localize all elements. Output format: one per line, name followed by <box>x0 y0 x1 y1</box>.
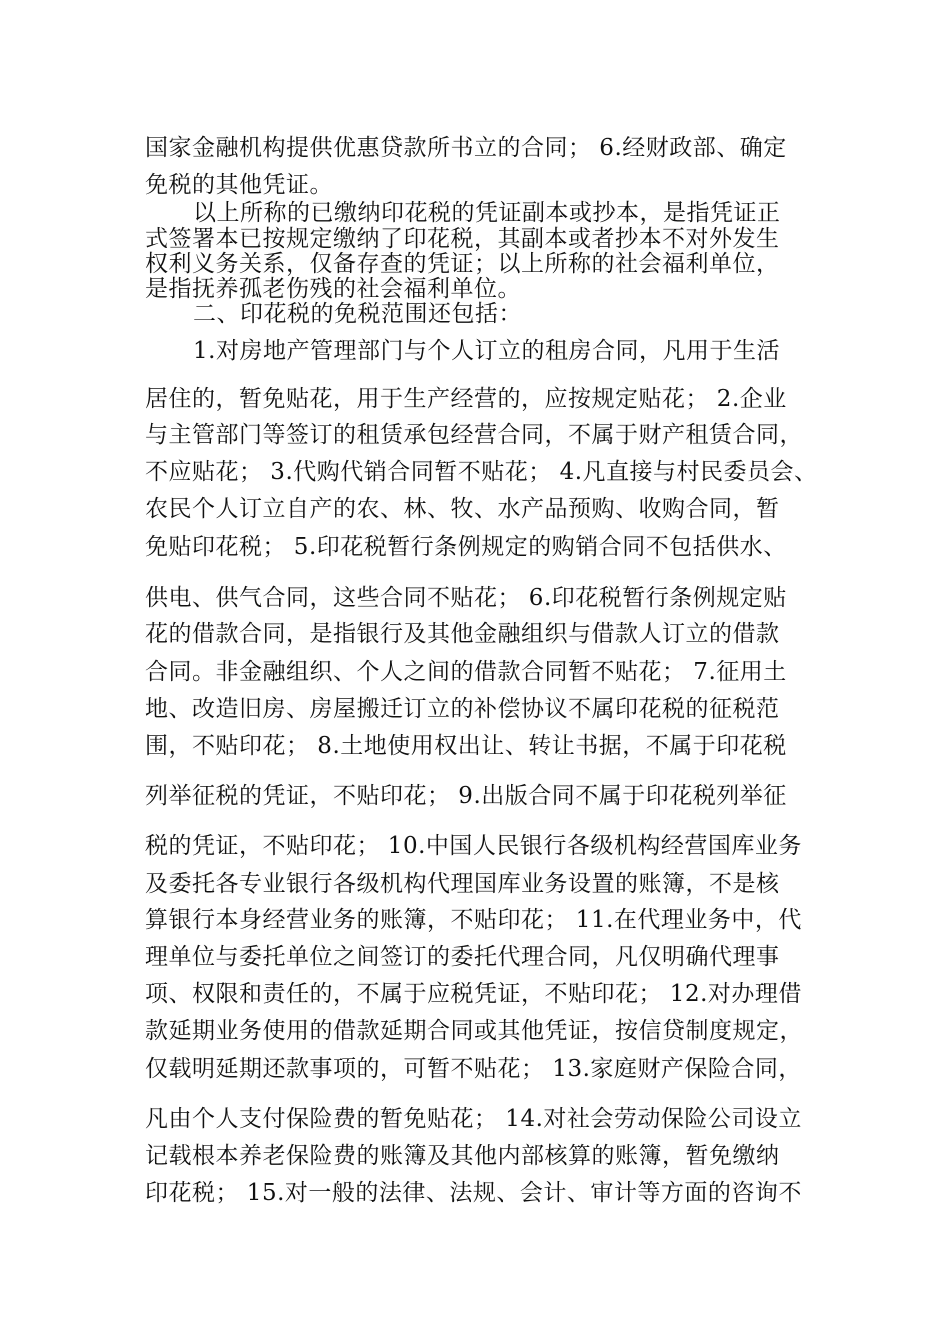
section-heading: 二、印花税的免税范围还包括： <box>193 301 522 327</box>
text-line: 合同。非金融组织、个人之间的借款合同暂不贴花； 7.征用土 <box>145 659 787 685</box>
text-line: 国家金融机构提供优惠贷款所书立的合同； 6.经财政部、确定 <box>145 135 787 161</box>
text-line: 式签署本已按规定缴纳了印花税，其副本或者抄本不对外发生 <box>145 226 780 252</box>
text-line: 农民个人订立自产的农、林、牧、水产品预购、收购合同，暂 <box>145 496 780 522</box>
text-line: 理单位与委托单位之间签订的委托代理合同，凡仅明确代理事 <box>145 944 780 970</box>
text-line: 1.对房地产管理部门与个人订立的租房合同，凡用于生活 <box>193 338 780 364</box>
text-line: 免税的其他凭证。 <box>145 172 333 198</box>
text-line: 款延期业务使用的借款延期合同或其他凭证，按信贷制度规定， <box>145 1018 803 1044</box>
text-line: 印花税； 15.对一般的法律、法规、会计、审计等方面的咨询不 <box>145 1180 802 1206</box>
text-line: 居住的，暂免贴花，用于生产经营的，应按规定贴花； 2.企业 <box>145 386 787 412</box>
text-line: 列举征税的凭证，不贴印花； 9.出版合同不属于印花税列举征 <box>145 783 787 809</box>
text-line: 花的借款合同，是指银行及其他金融组织与借款人订立的借款 <box>145 621 780 647</box>
text-line: 不应贴花； 3.代购代销合同暂不贴花； 4.凡直接与村民委员会、 <box>145 459 818 485</box>
text-line: 地、改造旧房、房屋搬迁订立的补偿协议不属印花税的征税范 <box>145 696 780 722</box>
text-line: 记载根本养老保险费的账簿及其他内部核算的账簿，暂免缴纳 <box>145 1143 780 1169</box>
text-line: 算银行本身经营业务的账簿，不贴印花； 11.在代理业务中，代 <box>145 907 802 933</box>
text-line: 及委托各专业银行各级机构代理国库业务设置的账簿，不是核 <box>145 871 780 897</box>
text-line: 权利义务关系，仅备存查的凭证；以上所称的社会福利单位， <box>145 251 780 277</box>
text-line: 与主管部门等签订的租赁承包经营合同，不属于财产租赁合同， <box>145 422 803 448</box>
text-line: 是指抚养孤老伤残的社会福利单位。 <box>145 276 521 302</box>
text-line: 供电、供气合同，这些合同不贴花； 6.印花税暂行条例规定贴 <box>145 585 787 611</box>
text-line: 免贴印花税； 5.印花税暂行条例规定的购销合同不包括供水、 <box>145 534 787 560</box>
text-line: 仅载明延期还款事项的，可暂不贴花； 13.家庭财产保险合同， <box>145 1056 802 1082</box>
text-line: 项、权限和责任的，不属于应税凭证，不贴印花； 12.对办理借 <box>145 981 802 1007</box>
text-line: 凡由个人支付保险费的暂免贴花； 14.对社会劳动保险公司设立 <box>145 1106 802 1132</box>
text-line: 以上所称的已缴纳印花税的凭证副本或抄本，是指凭证正 <box>193 200 781 226</box>
text-line: 税的凭证，不贴印花； 10.中国人民银行各级机构经营国库业务 <box>145 833 802 859</box>
text-line: 围，不贴印花； 8.土地使用权出让、转让书据，不属于印花税 <box>145 733 787 759</box>
